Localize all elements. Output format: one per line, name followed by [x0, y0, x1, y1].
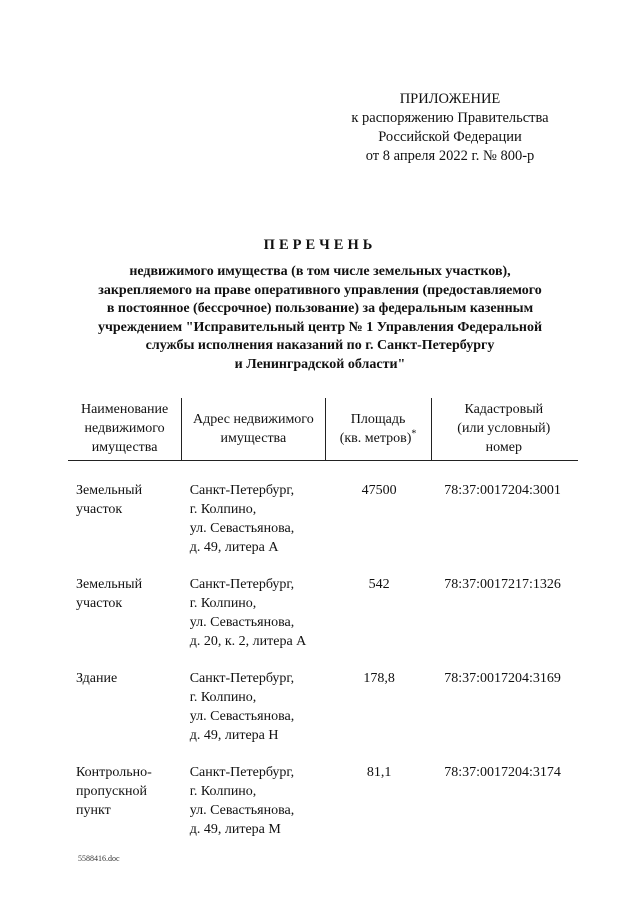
address-line: ул. Севастьянова,: [189, 615, 295, 630]
cell-address: [182, 745, 325, 839]
cell-area: 178,8: [363, 671, 395, 686]
header-address-line: Адрес недвижимого: [193, 411, 314, 427]
address-line: г. Колпино,: [189, 502, 257, 517]
address-line: Санкт-Петербург,: [189, 577, 295, 592]
property-table: [68, 398, 578, 839]
header-number-line: Кадастровый: [464, 402, 544, 417]
address-line: Санкт-Петербург,: [189, 765, 295, 780]
appendix-title: ПРИЛОЖЕНИЕ: [399, 91, 501, 107]
name-line: участок: [76, 596, 123, 611]
header-name-line: имущества: [91, 440, 158, 455]
address-line: ул. Севастьянова,: [189, 803, 295, 818]
cell-name: [68, 461, 182, 558]
cell-cadastral-number: 78:37:0017204:3169: [444, 671, 561, 686]
name-line: пропускной: [76, 784, 147, 799]
cell-name: [68, 557, 182, 651]
header-address-line: имущества: [220, 430, 287, 446]
cell-address: [182, 651, 325, 745]
address-line: ул. Севастьянова,: [189, 709, 295, 724]
subtitle-line: закрепляемого на праве оперативного управления (предоставляемого: [98, 282, 542, 298]
cell-area: 542: [368, 577, 390, 592]
address-line: д. 20, к. 2, литера А: [189, 634, 307, 649]
header-name: [68, 398, 182, 461]
name-line: Земельный: [76, 577, 143, 592]
address-line: Санкт-Петербург,: [189, 483, 295, 498]
address-line: г. Колпино,: [189, 596, 257, 611]
table-header-row: [68, 398, 578, 461]
subtitle-line: службы исполнения наказаний по г. Санкт-Петербургу: [145, 338, 495, 353]
address-line: г. Колпино,: [189, 784, 257, 799]
address-line: ул. Севастьянова,: [189, 521, 295, 536]
appendix-block: [340, 90, 560, 166]
header-name-line: Наименование: [80, 402, 169, 417]
cell-cadastral-number: 78:37:0017217:1326: [444, 577, 561, 592]
table-row: [68, 745, 578, 839]
address-line: Санкт-Петербург,: [189, 671, 295, 686]
header-number-line: номер: [485, 440, 522, 455]
header-name-line: недвижимого: [84, 421, 165, 436]
address-line: д. 49, литера Н: [189, 728, 279, 743]
header-area-unit: (кв. метров): [339, 430, 412, 446]
table-row: [68, 651, 578, 745]
appendix-line-2: Российской Федерации: [378, 129, 522, 145]
header-area-line: Площадь: [350, 411, 406, 427]
name-line: Контрольно-: [76, 765, 152, 780]
name-line: участок: [76, 502, 123, 517]
subtitle-line: учреждением "Исправительный центр № 1 Управления Федеральной: [97, 319, 543, 335]
appendix-date: от 8 апреля 2022 г. № 800-р: [365, 148, 535, 164]
cell-cadastral-number: 78:37:0017204:3174: [444, 765, 561, 780]
subtitle-line: недвижимого имущества (в том числе земельных участков),: [129, 264, 511, 279]
appendix-line-1: к распоряжению Правительства: [351, 110, 549, 126]
name-line: Здание: [76, 671, 118, 686]
address-line: д. 49, литера А: [189, 540, 279, 555]
cell-name: [68, 745, 182, 839]
name-line: пункт: [76, 803, 111, 818]
address-line: г. Колпино,: [189, 690, 257, 705]
header-area-line: [330, 429, 427, 448]
cell-address: [182, 557, 325, 651]
cell-name: [68, 651, 182, 745]
file-name-footer: 5588416.doc: [78, 854, 120, 863]
header-number-line: (или условный): [457, 421, 551, 436]
cell-area: 47500: [361, 483, 397, 498]
footnote-mark: *: [411, 427, 417, 439]
address-line: д. 49, литера М: [189, 822, 281, 837]
cell-cadastral-number: 78:37:0017204:3001: [444, 483, 561, 498]
header-area: [325, 398, 431, 461]
header-address: [182, 398, 325, 461]
subtitle-line: и Ленинградской области": [234, 356, 406, 372]
cell-area: 81,1: [366, 765, 392, 780]
table-row: [68, 557, 578, 651]
cell-address: [182, 461, 325, 558]
table-row: [68, 461, 578, 558]
name-line: Земельный: [76, 483, 143, 498]
document-subtitle: [60, 263, 580, 374]
document-heading: ПЕРЕЧЕНЬ: [263, 237, 377, 253]
subtitle-line: в постоянное (бессрочное) пользование) за федеральным казенным: [106, 301, 534, 316]
header-number: [431, 398, 578, 461]
